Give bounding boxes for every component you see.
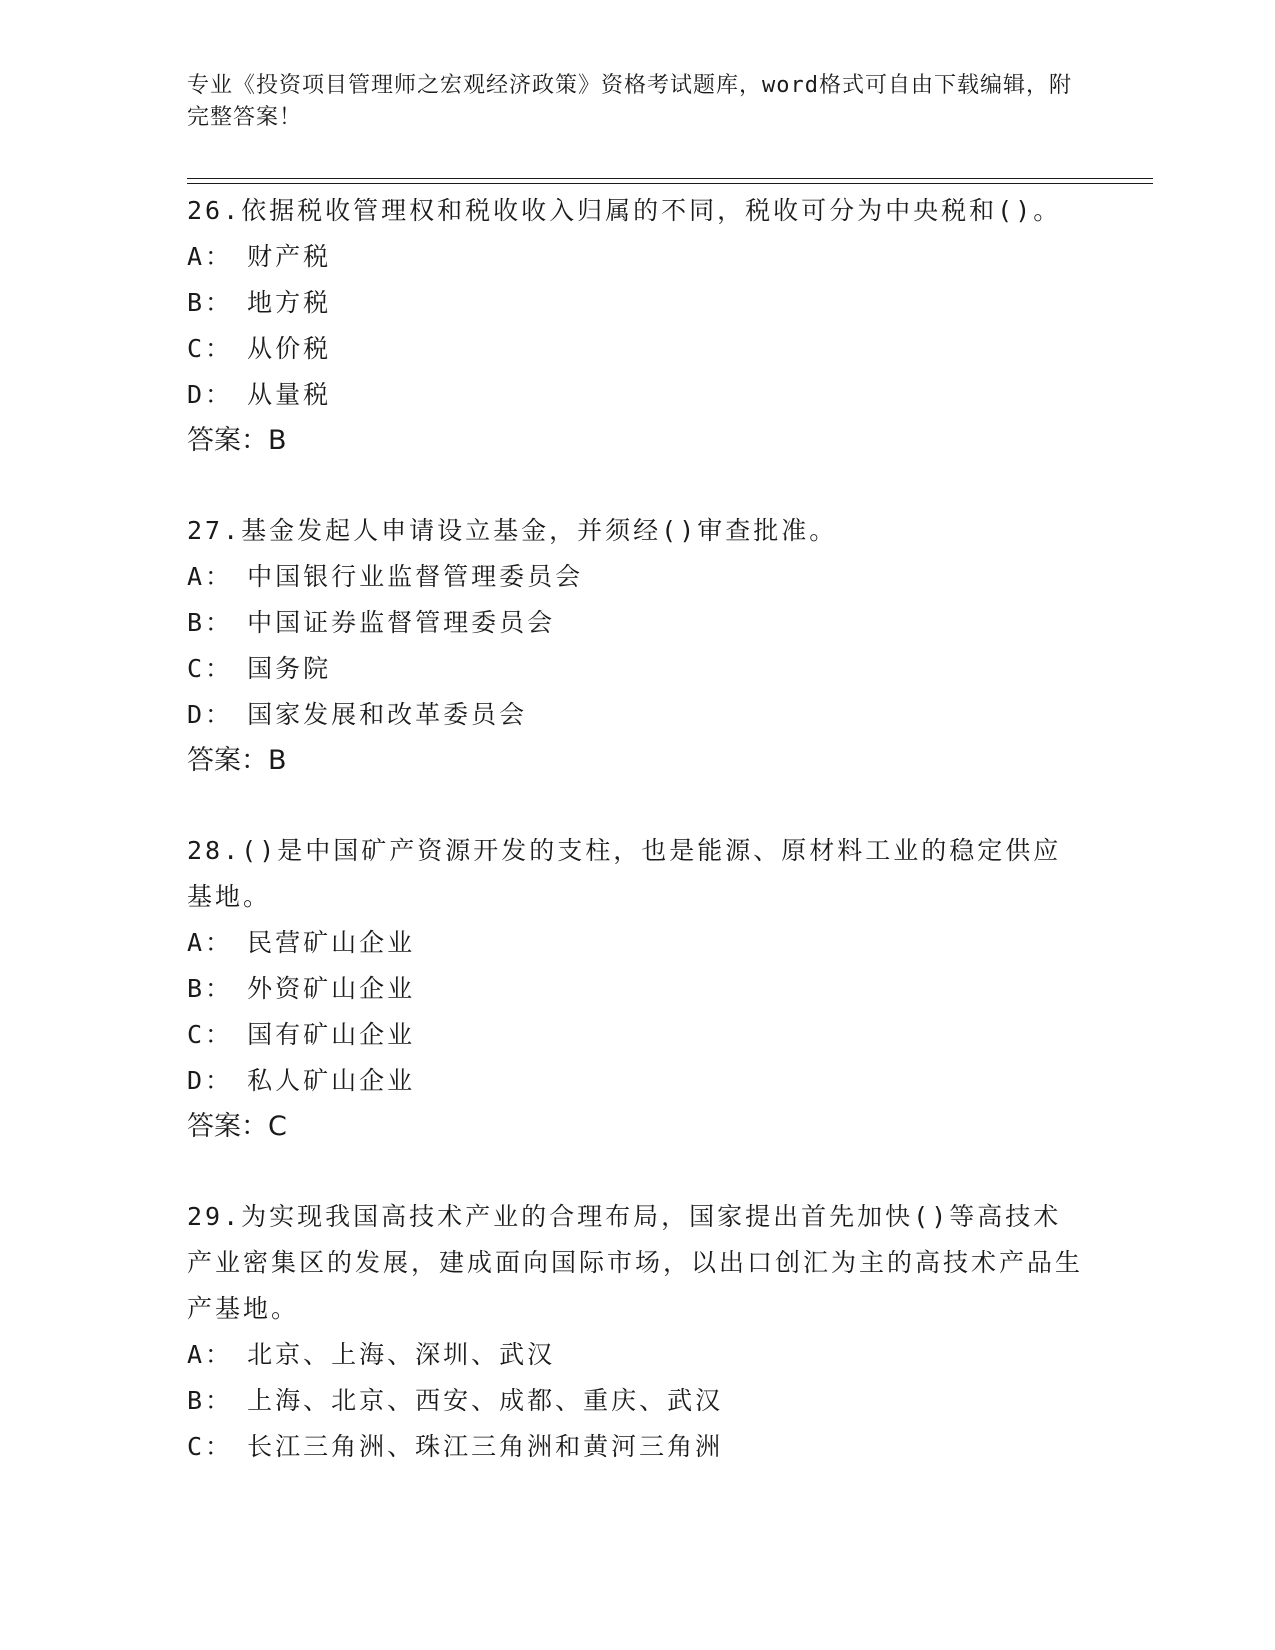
option-text: 财产税 (247, 242, 332, 271)
question-stem: 29.为实现我国高技术产业的合理布局，国家提出首先加快()等高技术产业密集区的发展，建成面向国际市场，以出口创汇为主的高技术产品生产基地。 (187, 1202, 1084, 1323)
question-26 (187, 188, 1087, 464)
option-key: C： (187, 334, 234, 363)
option-text: 私人矿山企业 (247, 1066, 416, 1095)
option-key: C： (187, 654, 234, 683)
option-text: 国家发展和改革委员会 (247, 700, 528, 729)
option-text: 长江三角洲、珠江三角洲和黄河三角洲 (247, 1432, 724, 1461)
option-text: 从价税 (247, 334, 332, 363)
option-b (187, 966, 1087, 1012)
document-header: 专业《投资项目管理师之宏观经济政策》资格考试题库，word格式可自由下载编辑，附完整答案！ (187, 73, 1072, 130)
question-stem: 28.()是中国矿产资源开发的支柱，也是能源、原材料工业的稳定供应基地。 (187, 836, 1062, 911)
answer-line: 答案：B (187, 745, 287, 776)
option-a (187, 554, 1087, 600)
option-key: C： (187, 1020, 234, 1049)
option-text: 国务院 (247, 654, 332, 683)
option-key: B： (187, 608, 234, 637)
question-stem: 27.基金发起人申请设立基金，并须经()审查批准。 (187, 516, 838, 545)
option-text: 北京、上海、深圳、武汉 (247, 1340, 556, 1369)
option-key: D： (187, 700, 234, 729)
option-d (187, 372, 1087, 418)
option-c (187, 1012, 1087, 1058)
header-divider-top (187, 178, 1153, 179)
answer-line: 答案：C (187, 1111, 287, 1142)
option-b (187, 600, 1087, 646)
option-a (187, 920, 1087, 966)
option-a (187, 1332, 1087, 1378)
option-key: B： (187, 974, 234, 1003)
option-c (187, 326, 1087, 372)
option-text: 民营矿山企业 (247, 928, 416, 957)
header-divider-bottom (187, 183, 1153, 184)
option-c (187, 646, 1087, 692)
option-key: D： (187, 380, 234, 409)
option-key: A： (187, 1340, 234, 1369)
question-29 (187, 1194, 1087, 1470)
option-b (187, 280, 1087, 326)
answer-line: 答案：B (187, 425, 287, 456)
question-27 (187, 508, 1087, 784)
option-key: B： (187, 1386, 234, 1415)
option-b (187, 1378, 1087, 1424)
option-text: 国有矿山企业 (247, 1020, 416, 1049)
question-28 (187, 828, 1087, 1150)
option-key: C： (187, 1432, 234, 1461)
option-key: A： (187, 562, 234, 591)
question-list (187, 188, 1087, 1514)
option-a (187, 234, 1087, 280)
option-c (187, 1424, 1087, 1470)
option-d (187, 692, 1087, 738)
option-text: 从量税 (247, 380, 332, 409)
option-d (187, 1058, 1087, 1104)
option-key: B： (187, 288, 234, 317)
option-text: 中国证券监督管理委员会 (247, 608, 556, 637)
option-text: 地方税 (247, 288, 332, 317)
option-text: 上海、北京、西安、成都、重庆、武汉 (247, 1386, 724, 1415)
option-text: 外资矿山企业 (247, 974, 416, 1003)
option-text: 中国银行业监督管理委员会 (247, 562, 584, 591)
option-key: A： (187, 928, 234, 957)
option-key: D： (187, 1066, 234, 1095)
option-key: A： (187, 242, 234, 271)
question-stem: 26.依据税收管理权和税收收入归属的不同，税收可分为中央税和()。 (187, 196, 1062, 225)
